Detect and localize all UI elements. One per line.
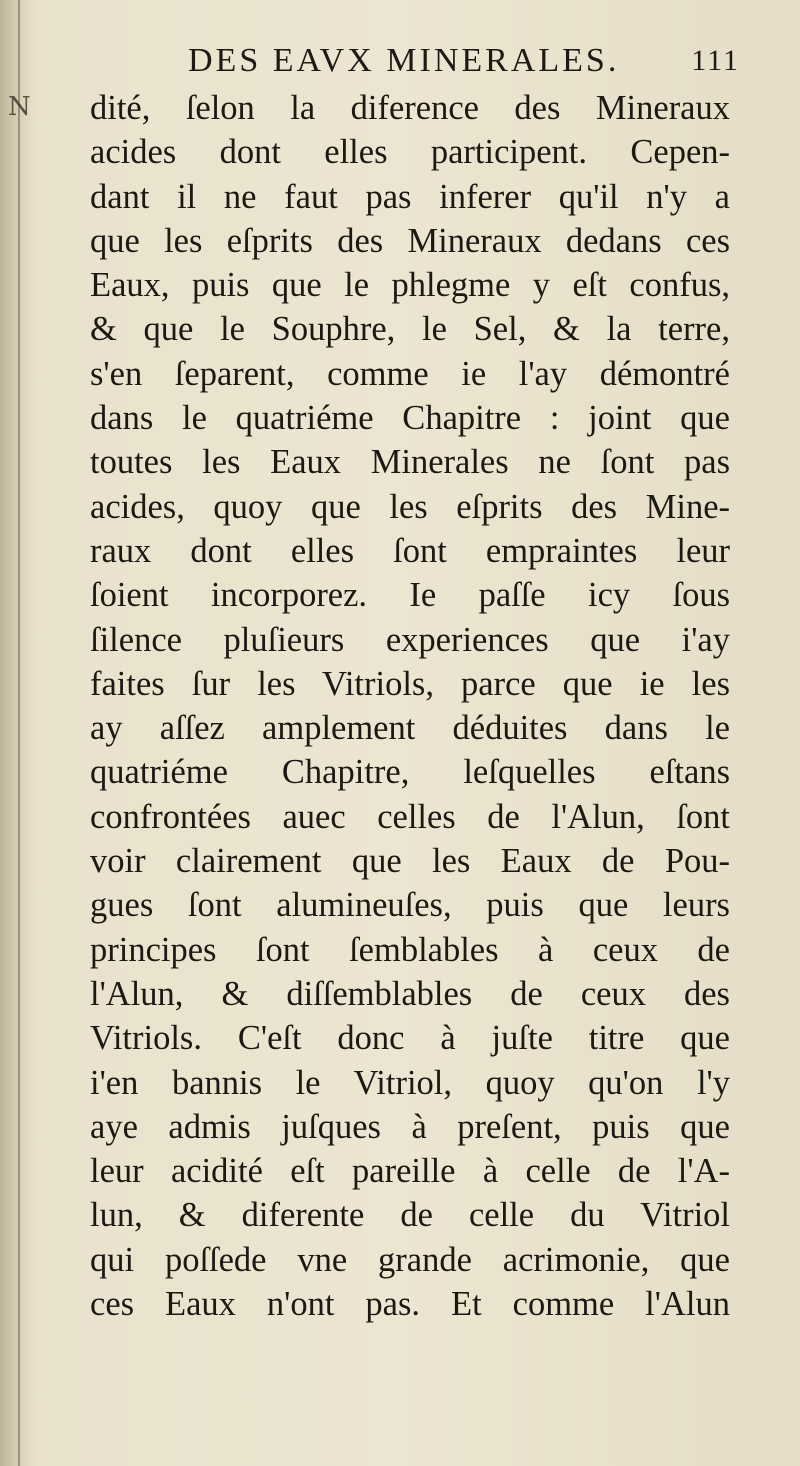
margin-mark: N	[8, 92, 31, 122]
text-line: i'en bannis le Vitriol, quoy qu'on l'y	[90, 1063, 730, 1102]
text-line: leur acidité eſt pareille à celle de l'A-	[90, 1152, 730, 1191]
text-line: gues ſont alumineuſes, puis que leurs	[90, 886, 730, 925]
text-line: acides, quoy que les eſprits des Mine-	[90, 487, 730, 526]
text-line: ſoient incorporez. Ie paſſe icy ſous	[90, 576, 730, 615]
text-line: & que le Souphre, le Sel, & la terre,	[90, 310, 730, 349]
text-line: Vitriols. C'eſt donc à juſte titre que	[90, 1019, 730, 1058]
text-line: raux dont elles ſont empraintes leur	[90, 531, 730, 570]
text-line: toutes les Eaux Minerales ne ſont pas	[90, 443, 730, 482]
text-line: voir clairement que les Eaux de Pou-	[90, 842, 730, 881]
text-line: dans le quatriéme Chapitre : joint que	[90, 399, 730, 438]
page-gutter	[0, 0, 30, 1466]
text-line: ſilence pluſieurs experiences que i'ay	[90, 620, 730, 659]
text-line: aye admis juſques à preſent, puis que	[90, 1107, 730, 1146]
text-line: confrontées auec celles de l'Alun, ſont	[90, 797, 730, 836]
text-line: l'Alun, & diſſemblables de ceux des	[90, 974, 730, 1013]
text-line: principes ſont ſemblables à ceux de	[90, 930, 730, 969]
text-line: ces Eaux n'ont pas. Et comme l'Alun	[90, 1285, 730, 1324]
text-line: quatriéme Chapitre, leſquelles eſtans	[90, 753, 730, 792]
text-line: que les eſprits des Mineraux dedans ces	[90, 221, 730, 260]
text-line: Eaux, puis que le phlegme y eſt confus,	[90, 266, 730, 305]
text-line: acides dont elles participent. Cepen-	[90, 133, 730, 172]
text-line: dant il ne faut pas inferer qu'il n'y a	[90, 177, 730, 216]
binding-edge	[18, 0, 20, 1466]
page-number: 111	[691, 44, 740, 77]
text-line: s'en ſeparent, comme ie l'ay démontré	[90, 354, 730, 393]
body-text	[90, 86, 742, 1326]
page-header	[188, 42, 748, 88]
text-line: faites ſur les Vitriols, parce que ie les	[90, 664, 730, 703]
running-title: DES EAVX MINERALES.	[188, 42, 620, 79]
text-line: ay aſſez amplement déduites dans le	[90, 709, 730, 748]
text-line: lun, & diferente de celle du Vitriol	[90, 1196, 730, 1235]
text-line: qui poſſede vne grande acrimonie, que	[90, 1240, 730, 1279]
text-line: dité, ſelon la diference des Mineraux	[90, 89, 730, 127]
